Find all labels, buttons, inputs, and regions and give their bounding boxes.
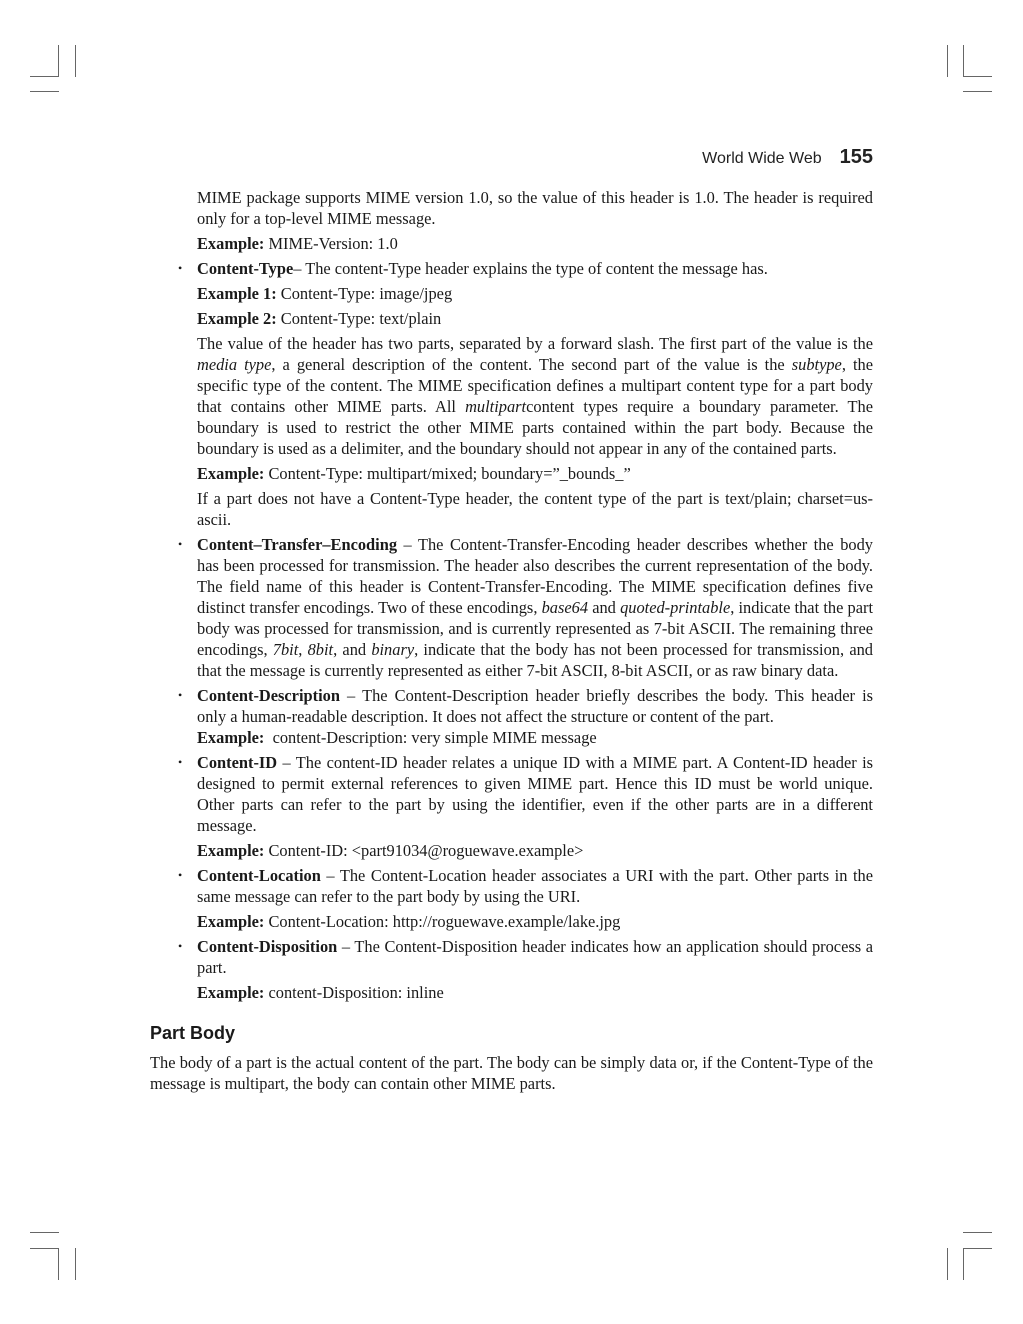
content-type-desc	[197, 258, 873, 279]
crop-mark	[963, 1232, 992, 1233]
cte-desc	[197, 534, 873, 681]
cdisp-desc	[197, 936, 873, 978]
example-value: content-Disposition: inline	[264, 983, 444, 1002]
term-description: – The content-ID header relates a unique ID with a MIME part. A Content-ID header is designed to permit external references to given MIME part. Hence this ID must be world unique. Other parts can refer to the part by using the identifier, even if the other parts are in a different message.	[197, 753, 873, 835]
list-item-content-transfer-encoding	[178, 534, 873, 681]
crop-mark	[30, 1248, 59, 1249]
crop-mark	[30, 91, 59, 92]
italic-term: base64	[541, 598, 589, 617]
running-title: World Wide Web	[702, 150, 822, 167]
text-run: , a general description of the content. The second part of the value is the	[271, 355, 792, 374]
content-type-explanation	[197, 333, 873, 459]
text-run: , and	[333, 640, 372, 659]
example-value: Content-ID: <part91034@roguewave.example>	[264, 841, 584, 860]
text-run: ,	[298, 640, 308, 659]
intro-paragraph: MIME package supports MIME version 1.0, so the value of this header is 1.0. The header is required only for a top-level MIME message.	[197, 188, 873, 228]
example-label: Example:	[197, 841, 265, 860]
example-label: Example 2:	[197, 309, 277, 328]
example-label: Example:	[197, 464, 265, 483]
italic-term: media type	[197, 355, 272, 374]
example-value: Content-Type: image/jpeg	[276, 284, 453, 303]
example-label: Example:	[197, 728, 265, 747]
cloc-desc	[197, 865, 873, 907]
example-value: Content-Type: multipart/mixed; boundary=”_bounds_”	[264, 464, 631, 483]
term: Content-Description	[197, 686, 340, 705]
content-type-example-3	[197, 463, 873, 484]
bullet-icon: •	[178, 537, 183, 551]
cloc-example	[197, 911, 873, 932]
text-run: – The Content-Transfer-Encoding header describes whether the body has been processed for transmission. The header also describes the current representation of the body. The field name of this header is Content-Transfer-Encoding. The MIME specification defines five distinct transfer encodings. Two of these encodings,	[197, 535, 873, 617]
crop-mark	[963, 45, 964, 77]
crop-mark	[947, 1248, 948, 1280]
term: Content–Transfer–Encoding	[197, 535, 398, 554]
example-value: Content-Type: text/plain	[276, 309, 442, 328]
crop-mark	[963, 76, 992, 77]
section-heading-part-body: Part Body	[150, 1023, 236, 1043]
example-label: Example:	[197, 234, 265, 253]
example-value: content-Description: very simple MIME message	[264, 728, 597, 747]
text-run: , indicate that the body has not been processed for transmission, and that the message is currently represented as either 7-bit ASCII, 8-bit ASCII, or as raw binary data.	[197, 640, 873, 680]
italic-term: subtype	[791, 355, 842, 374]
list-item-content-type	[178, 258, 873, 530]
example-label: Example:	[197, 983, 265, 1002]
term: Content-ID	[197, 753, 278, 772]
crop-mark	[963, 1248, 992, 1249]
list-item-content-disposition	[178, 936, 873, 1003]
page-number: 155	[839, 146, 873, 168]
example-label: Example:	[197, 912, 265, 931]
page-body	[150, 187, 873, 1094]
crop-mark	[58, 1248, 59, 1280]
crop-mark	[963, 1248, 964, 1280]
text-run: and	[588, 598, 621, 617]
cdisp-example	[197, 982, 873, 1003]
crop-mark	[75, 45, 76, 77]
intro-example	[197, 233, 873, 254]
text-run: content types require a boundary parameter. The boundary is used to restrict the other MIME parts contained within the part body. Because the boundary is used as a delimiter, and the boundary should not appear in any of the contained parts.	[197, 397, 873, 458]
crop-mark	[963, 91, 992, 92]
italic-term: quoted-printable	[620, 598, 731, 617]
term-description: – The content-Type header explains the type of content the message has.	[293, 259, 768, 278]
content-type-example-2	[197, 308, 873, 329]
term-description: – The Content-Disposition header indicates how an application should process a part.	[197, 937, 873, 977]
italic-term: 7bit	[272, 640, 299, 659]
content-type-default: If a part does not have a Content-Type header, the content type of the part is text/plain; charset=us-ascii.	[197, 489, 873, 529]
bullet-icon: •	[178, 261, 183, 275]
crop-mark	[30, 76, 59, 77]
example-value: Content-Location: http://roguewave.example/lake.jpg	[264, 912, 621, 931]
italic-term: multipart	[465, 397, 527, 416]
bullet-icon: •	[178, 868, 183, 882]
italic-term: binary	[371, 640, 415, 659]
crop-mark	[30, 1232, 59, 1233]
term: Content-Location	[197, 866, 321, 885]
part-body-paragraph: The body of a part is the actual content of the part. The body can be simply data or, if the Content-Type of the message is multipart, the body can contain other MIME parts.	[150, 1053, 873, 1093]
cdesc-example	[197, 727, 873, 748]
bullet-icon: •	[178, 755, 183, 769]
example-label: Example 1:	[197, 284, 277, 303]
term: Content-Type	[197, 259, 294, 278]
italic-term: 8bit	[307, 640, 334, 659]
cid-desc	[197, 752, 873, 836]
list-item-content-description	[178, 685, 873, 748]
crop-mark	[58, 45, 59, 77]
list-item-content-location	[178, 865, 873, 932]
list-item-content-id	[178, 752, 873, 861]
header-field-list	[178, 258, 873, 1003]
example-value: MIME-Version: 1.0	[264, 234, 398, 253]
crop-mark	[947, 45, 948, 77]
term-description: – The Content-Location header associates a URI with the part. Other parts in the same message can refer to the part body by using the URI.	[197, 866, 873, 906]
text-run: The value of the header has two parts, separated by a forward slash. The first part of the value is the	[197, 334, 873, 353]
text-run: , indicate that the part body was processed for transmission, and is currently represented as 7-bit ASCII. The remaining three encodings,	[197, 598, 873, 659]
term-description: – The Content-Description header briefly describes the body. This header is only a human-readable description. It does not affect the structure or content of the part.	[197, 686, 873, 726]
bullet-icon: •	[178, 688, 183, 702]
cdesc-desc	[197, 685, 873, 727]
intro-block	[197, 187, 873, 254]
cid-example	[197, 840, 873, 861]
text-run: , the specific type of the content. The MIME specification defines a multipart content type for a part body that contains other MIME parts. All	[197, 355, 873, 416]
page-header	[150, 146, 873, 169]
bullet-icon: •	[178, 939, 183, 953]
content-type-example-1	[197, 283, 873, 304]
term: Content-Disposition	[197, 937, 338, 956]
crop-mark	[75, 1248, 76, 1280]
